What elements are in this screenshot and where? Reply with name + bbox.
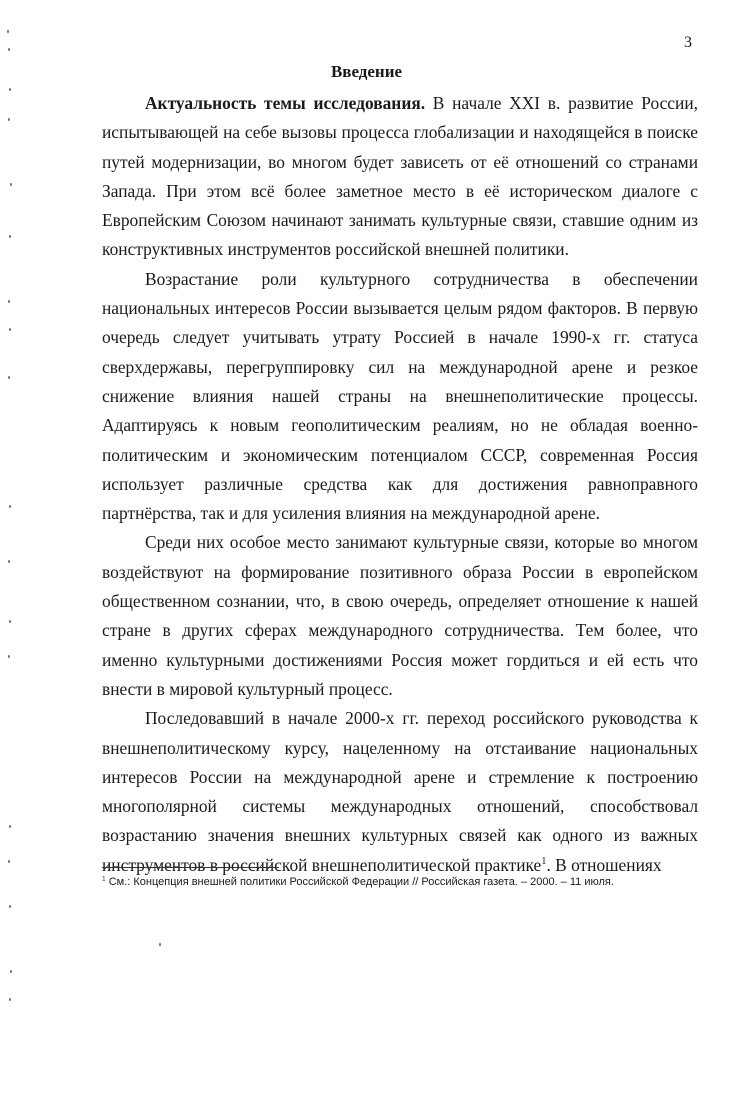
scan-speck (9, 328, 11, 331)
page-number: 3 (684, 34, 692, 51)
scan-speck (9, 825, 11, 828)
section-heading: Введение (330, 62, 403, 81)
scan-speck (8, 655, 10, 658)
scan-speck (8, 376, 10, 379)
scan-speck (10, 183, 12, 186)
scan-speck (159, 943, 161, 946)
scan-speck (8, 48, 10, 51)
footnote-mark: 1 (102, 875, 106, 883)
footnote-reference: 1 (541, 855, 547, 867)
scan-speck (10, 970, 12, 973)
scan-speck (9, 905, 11, 908)
paragraph (102, 89, 698, 265)
paragraph-lead: Актуальность темы исследования. (145, 93, 426, 113)
footnote (102, 874, 698, 890)
paragraph-tail: . В отношениях (546, 854, 662, 875)
scan-speck (9, 235, 11, 238)
scan-speck (8, 860, 10, 863)
scan-speck (9, 620, 11, 623)
scan-speck (7, 30, 9, 33)
scan-speck (9, 88, 11, 91)
scan-speck (9, 998, 11, 1001)
paragraph-text: Последовавший в начале 2000-х гг. переход российского руководства к внешнеполитическому курсу, нацеленному на отстаивание национальных интересов России на международной арене и стремление к построению многополярной системы международных отношений, способствовал возрастанию значения внешних культурных связей как одного из важных инструментов в российской внешнеполитической практике (102, 708, 698, 875)
footnote-text: См.: Концепция внешней политики Российской Федерации // Российская газета. – 2000. – 11 июля. (105, 876, 614, 888)
paragraph: Возрастание роли культурного сотрудничества в обеспечении национальных интересов России вызывается целым рядом факторов. В первую очередь следует учитывать утрату Россией в начале 1990-х гг. статуса сверхдержавы, перегруппировку сил на международной арене и резкое снижение влияния нашей страны на внешнеполитические процессы. Адаптируясь к новым геополитическим реалиям, но не обладая военно-политическим и экономическим потенциалом СССР, современная Россия использует различные средства как для достижения равноправного партнёрства, так и для усиления влияния на международной арене. (102, 268, 698, 524)
footnote-separator (102, 867, 279, 868)
scan-speck (8, 560, 10, 563)
scan-speck (9, 505, 11, 508)
paragraph: Среди них особое место занимают культурные связи, которые во многом воздействуют на формирование позитивного образа России в европейском общественном сознании, что, в свою очередь, определяет отношение к нашей стране в других сферах международного сотрудничества. Тем более, что именно культурными достижениями Россия может гордиться и ей есть что внести в мировой культурный процесс. (102, 532, 698, 699)
paragraph-text: В начале XXI в. развитие России, испытывающей на себе вызовы процесса глобализации и находящейся в поиске путей модернизации, во многом будет зависеть от её отношений со странами Запада. При этом всё более заметное место в её историческом диалоге с Европейским Союзом начинают занимать культурные связи, ставшие одним из конструктивных инструментов российской внешней политики. (102, 93, 698, 260)
scan-speck (8, 300, 10, 303)
scan-speck (8, 118, 10, 121)
